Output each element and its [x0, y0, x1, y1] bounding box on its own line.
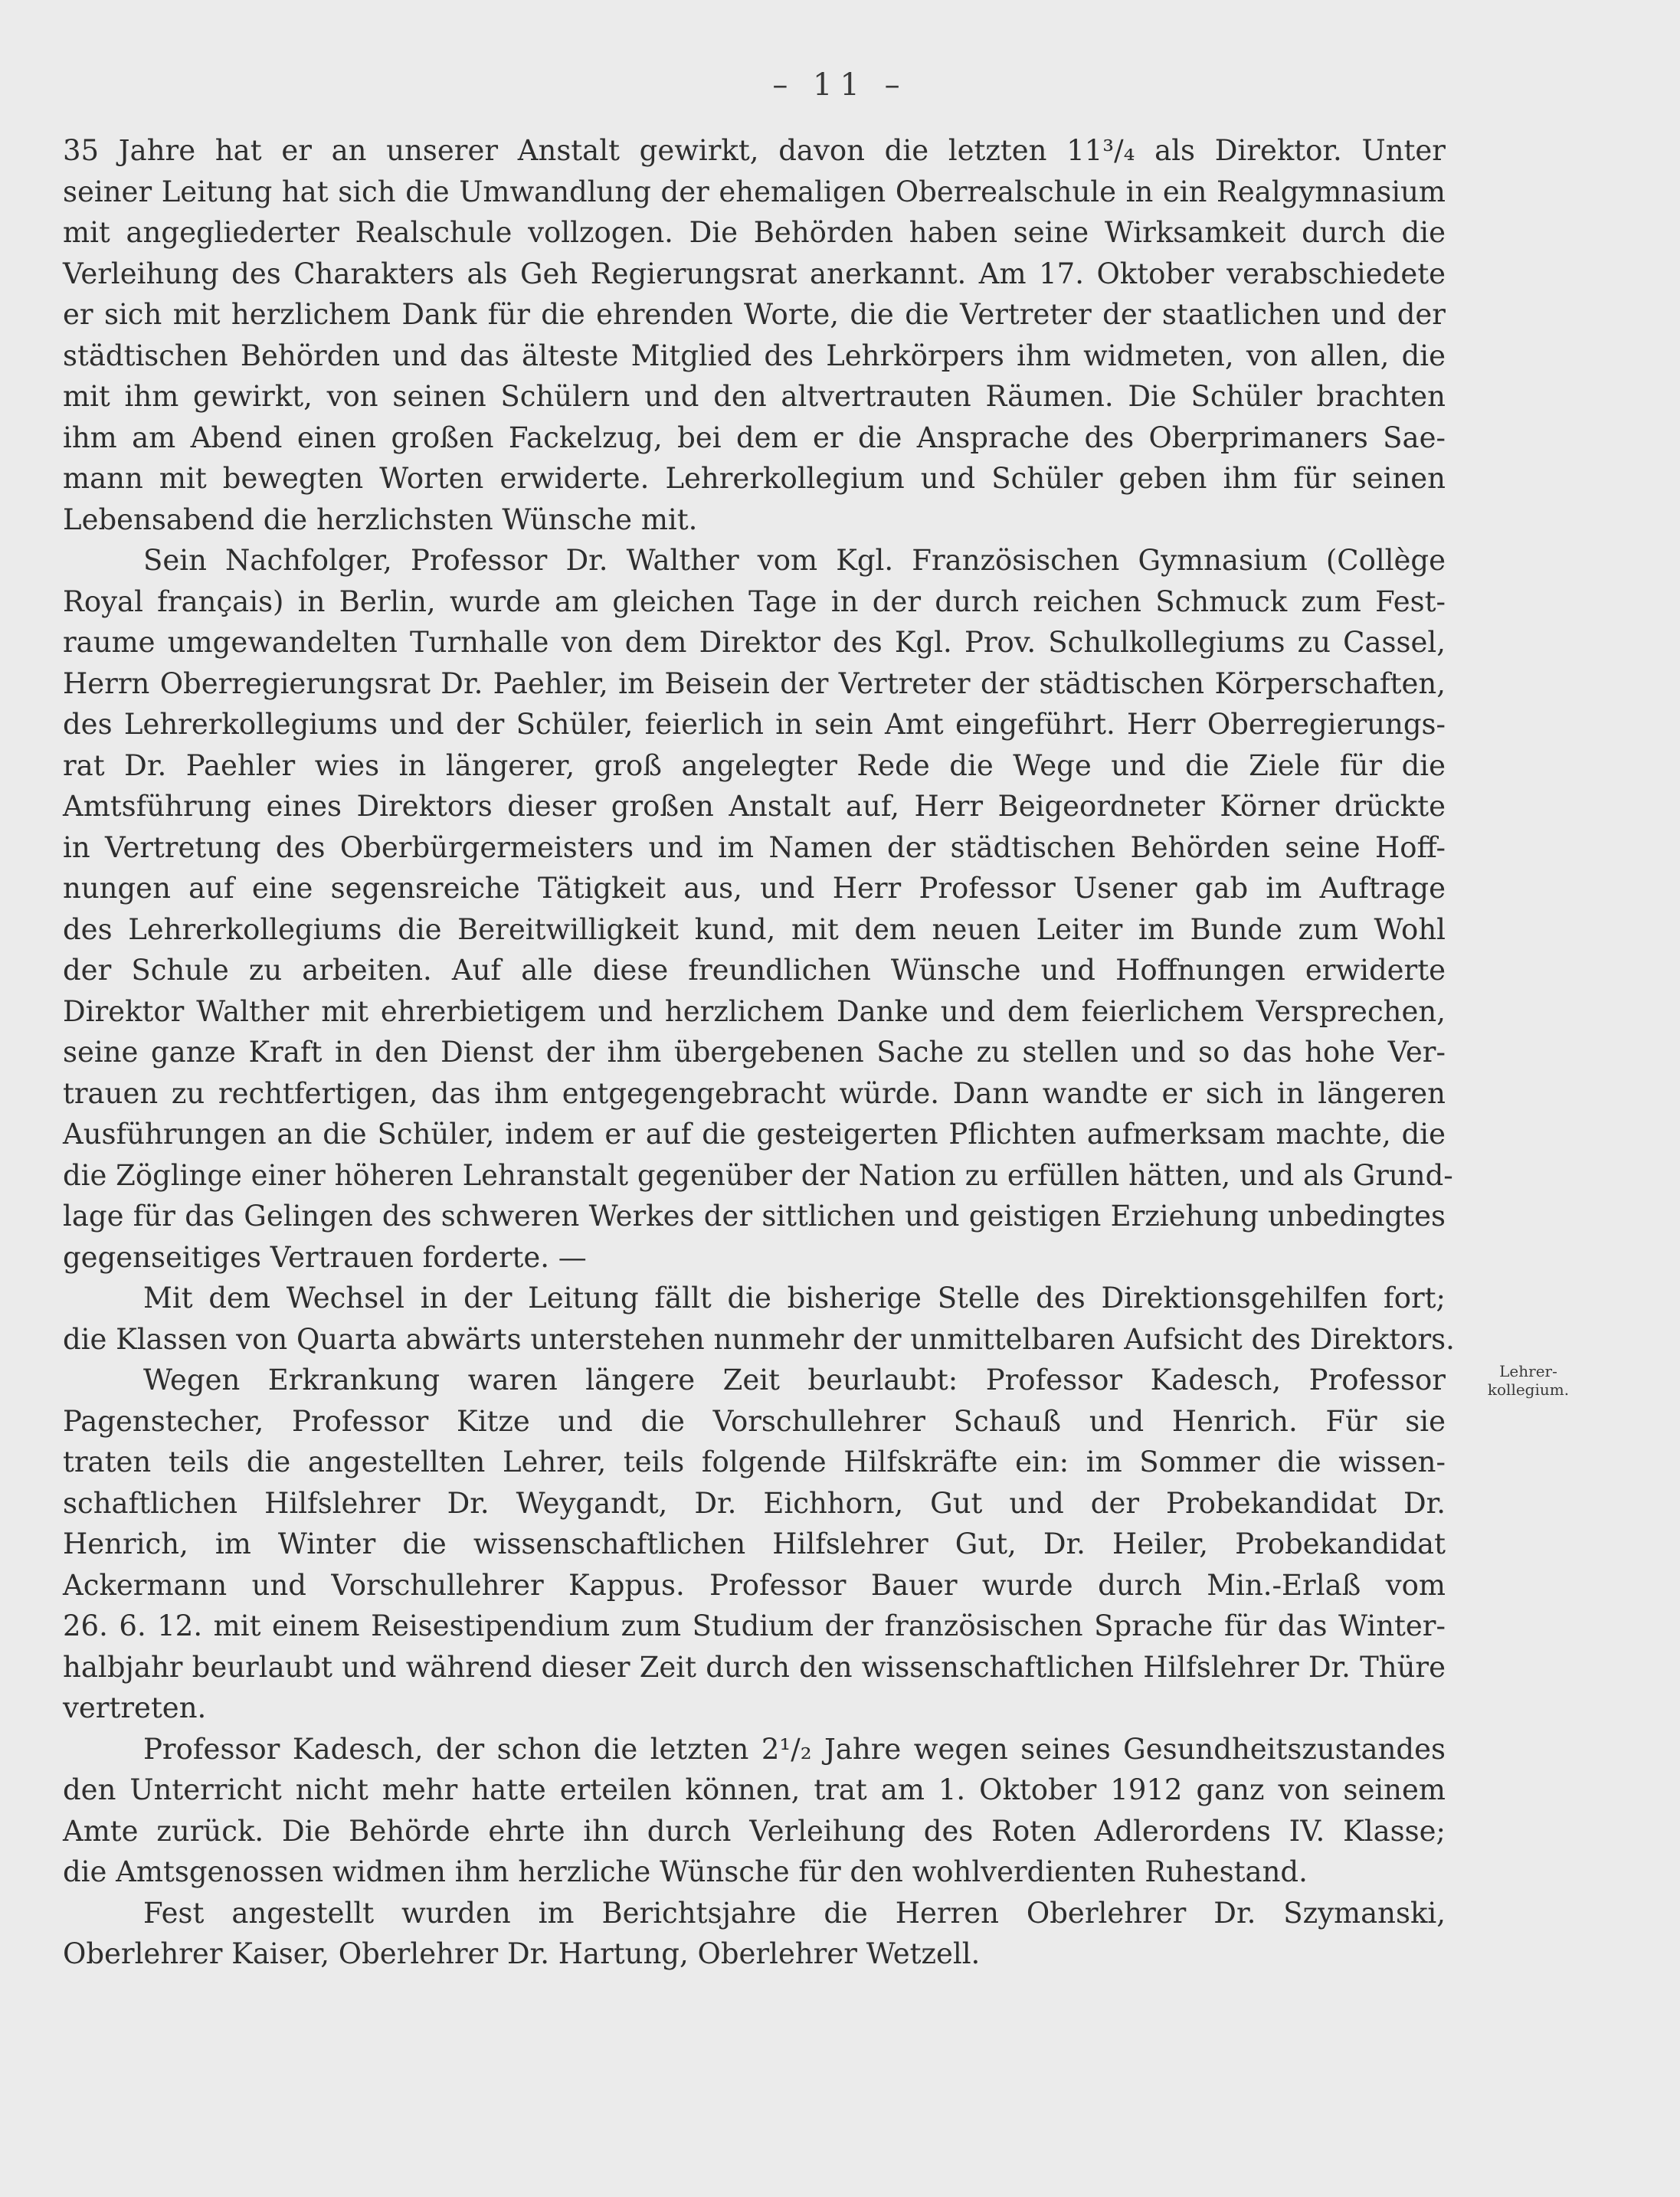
- text-line: er sich mit herzlichem Dank für die ehrenden Worte, die die Vertreter der staatlichen und der: [63, 298, 1446, 331]
- text-line: des Lehrerkollegiums die Bereitwilligkeit kund, mit dem neuen Leiter im Bunde zum Wohl: [63, 912, 1446, 946]
- text-line: Henrich, im Winter die wissenschaftlichen Hilfslehrer Gut, Dr. Heiler, Probekandidat: [63, 1527, 1446, 1560]
- text-line: Direktor Walther mit ehrerbietigem und herzlichem Danke und dem feierlichem Versprechen,: [63, 994, 1446, 1028]
- text-line: Lebensabend die herzlichsten Wünsche mit.: [63, 503, 698, 536]
- text-line: ihm am Abend einen großen Fackelzug, bei dem er die Ansprache des Oberprimaners Sae-: [63, 421, 1446, 454]
- text-line: seine ganze Kraft in den Dienst der ihm übergebenen Sache zu stellen und so das hohe Ver-: [63, 1036, 1446, 1069]
- text-line: trauen zu rechtfertigen, das ihm entgegengebracht würde. Dann wandte er sich in längeren: [63, 1076, 1446, 1110]
- text-line: Professor Kadesch, der schon die letzten 2¹/₂ Jahre wegen seines Gesundheitszustandes: [143, 1732, 1446, 1766]
- paragraph-3: [63, 1278, 1455, 1360]
- text-line: Mit dem Wechsel in der Leitung fällt die bisherige Stelle des Direktionsgehilfen fort;: [143, 1282, 1446, 1315]
- text-line: mit ihm gewirkt, von seinen Schülern und den altvertrauten Räumen. Die Schüler brachten: [63, 380, 1446, 413]
- text-line: rat Dr. Paehler wies in längerer, groß angelegter Rede die Wege und die Ziele für die: [63, 748, 1446, 782]
- text-line: Ausführungen an die Schüler, indem er auf die gesteigerten Pflichten aufmerksam machte, die: [63, 1118, 1446, 1151]
- page-number: – 11 –: [772, 67, 908, 103]
- text-line: Royal français) in Berlin, wurde am gleichen Tage in der durch reichen Schmuck zum Fest-: [63, 584, 1446, 618]
- paragraph-1: [63, 130, 1446, 540]
- paragraph-5: [63, 1729, 1446, 1893]
- text-line: Oberlehrer Kaiser, Oberlehrer Dr. Hartung, Oberlehrer Wetzell.: [63, 1937, 981, 1970]
- text-line: Amtsführung eines Direktors dieser großen Anstalt auf, Herr Beigeordneter Körner drückte: [63, 790, 1446, 823]
- text-line: schaftlichen Hilfslehrer Dr. Weygandt, Dr. Eichhorn, Gut und der Probekandidat Dr.: [63, 1486, 1446, 1520]
- text-line: des Lehrerkollegiums und der Schüler, feierlich in sein Amt eingeführt. Herr Oberregierungs-: [63, 708, 1446, 741]
- text-line: 26. 6. 12. mit einem Reisestipendium zum Studium der französischen Sprache für das Winter-: [63, 1609, 1446, 1642]
- text-line: die Zöglinge einer höheren Lehranstalt gegenüber der Nation zu erfüllen hätten, und als Grund-: [63, 1158, 1453, 1192]
- text-line: Wegen Erkrankung waren längere Zeit beurlaubt: Professor Kadesch, Professor: [143, 1364, 1446, 1396]
- text-line: städtischen Behörden und das älteste Mitglied des Lehrkörpers ihm widmeten, von allen, die: [63, 339, 1446, 372]
- text-line: lage für das Gelingen des schweren Werkes der sittlichen und geistigen Erziehung unbedingtes: [63, 1200, 1446, 1233]
- text-line: die Klassen von Quarta abwärts unterstehen nunmehr der unmittelbaren Aufsicht des Direktors.: [63, 1322, 1455, 1356]
- text-line: Herrn Oberregierungsrat Dr. Paehler, im Beisein der Vertreter der städtischen Körperschaften,: [63, 666, 1446, 700]
- text-line: Amte zurück. Die Behörde ehrte ihn durch Verleihung des Roten Adlerordens IV. Klasse;: [63, 1814, 1446, 1848]
- margin-note-line: kollegium.: [1487, 1380, 1570, 1399]
- text-line: mit angegliederter Realschule vollzogen. Die Behörden haben seine Wirksamkeit durch die: [63, 216, 1446, 249]
- text-line: die Amtsgenossen widmen ihm herzliche Wünsche für den wohlverdienten Ruhestand.: [63, 1855, 1308, 1888]
- text-line: seiner Leitung hat sich die Umwandlung der ehemaligen Oberrealschule in ein Realgymnasium: [63, 175, 1446, 208]
- paragraph-4: [63, 1360, 1446, 1729]
- paragraph-6: [63, 1893, 1446, 1975]
- text-line: der Schule zu arbeiten. Auf alle diese freundlichen Wünsche und Hoffnungen erwiderte: [63, 954, 1446, 987]
- text-line: in Vertretung des Oberbürgermeisters und im Namen der städtischen Behörden seine Hoff-: [63, 830, 1446, 864]
- text-line: halbjahr beurlaubt und während dieser Zeit durch den wissenschaftlichen Hilfslehrer Dr. Thüre: [63, 1650, 1446, 1684]
- text-line: den Unterricht nicht mehr hatte erteilen können, trat am 1. Oktober 1912 ganz von seinem: [63, 1773, 1446, 1806]
- text-line: nungen auf eine segensreiche Tätigkeit aus, und Herr Professor Usener gab im Auftrage: [63, 872, 1446, 905]
- text-line: vertreten.: [63, 1691, 207, 1724]
- margin-note-line: Lehrer-: [1499, 1362, 1557, 1380]
- text-line: gegenseitiges Vertrauen forderte. —: [63, 1240, 587, 1274]
- text-line: mann mit bewegten Worten erwiderte. Lehrerkollegium und Schüler geben ihm für seinen: [63, 462, 1446, 495]
- text-line: 35 Jahre hat er an unserer Anstalt gewirkt, davon die letzten 11³/₄ als Direktor. Unter: [63, 134, 1446, 167]
- text-line: Fest angestellt wurden im Berichtsjahre die Herren Oberlehrer Dr. Szymanski,: [143, 1896, 1446, 1930]
- text-line: raume umgewandelten Turnhalle von dem Direktor des Kgl. Prov. Schulkollegiums zu Cassel,: [63, 626, 1446, 659]
- text-line: Ackermann und Vorschullehrer Kappus. Professor Bauer wurde durch Min.-Erlaß vom: [63, 1568, 1446, 1602]
- paragraph-2: [63, 540, 1453, 1278]
- margin-note: [1475, 1362, 1582, 1399]
- body-text: [63, 130, 1455, 1975]
- text-line: Verleihung des Charakters als Geh Regierungsrat anerkannt. Am 17. Oktober verabschiedete: [63, 257, 1446, 290]
- text-line: Sein Nachfolger, Professor Dr. Walther vom Kgl. Französischen Gymnasium (Collège: [143, 544, 1446, 577]
- text-line: Pagenstecher, Professor Kitze und die Vorschullehrer Schauß und Henrich. Für sie: [63, 1404, 1446, 1438]
- text-line: traten teils die angestellten Lehrer, teils folgende Hilfskräfte ein: im Sommer die wissen-: [63, 1446, 1446, 1478]
